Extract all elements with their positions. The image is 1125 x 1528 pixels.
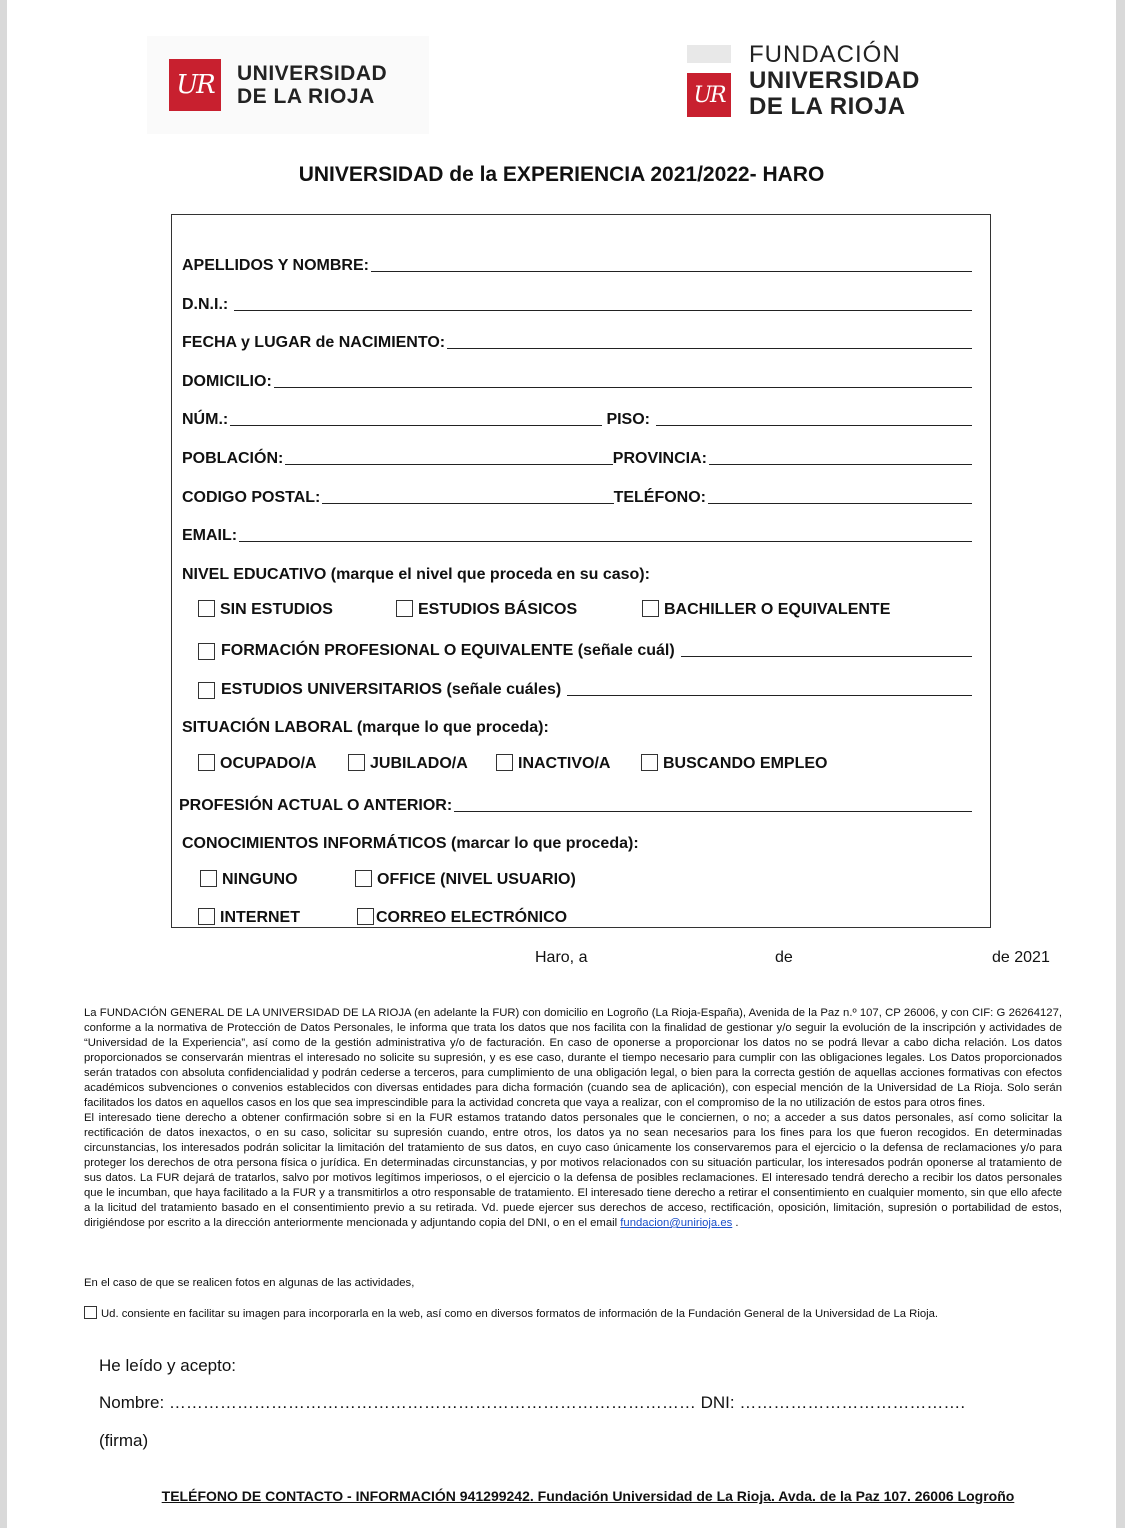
field-label: EMAIL: <box>182 527 238 544</box>
checkbox-sin-estudios[interactable]: SIN ESTUDIOS <box>198 600 333 619</box>
field-label: POBLACIÓN: <box>182 450 284 467</box>
nombre-dni-line[interactable]: Nombre: ………………………………………………………………………………… DNI: …………………………………. <box>99 1393 966 1412</box>
conocimientos-heading: CONOCIMIENTOS INFORMÁTICOS (marcar lo que proceda): <box>182 835 639 852</box>
ur-logo-icon: UR <box>169 59 221 111</box>
checkbox-icon[interactable] <box>200 870 217 887</box>
logo-line: UNIVERSIDAD <box>237 62 388 85</box>
checkbox-icon[interactable] <box>642 600 659 617</box>
privacy-paragraph: La FUNDACIÓN GENERAL DE LA UNIVERSIDAD DE LA RIOJA (en adelante la FUR) con domicilio en Logroño (La Rioja-España), Avenida de la Paz n.º 107, CP 26006, y con CIF: G 26264127, conforme a la normativa de Protección de Datos Personales, le informa que trata los datos que nos facilita con la finalidad de gestionar y/o seguir la evolución de la inscripción y actividades de “Universidad de la Experiencia”, así como de la gestión administrativa y/o de facturación. En caso de oponerse a proporcionar los datos no se podrá llevar a cabo dicha relación. Los datos proporcionados se conservarán mientras el interesado no solicite su supresión, y es ese caso, durante el tiempo necesario para cumplir con las obligaciones legales. Los Datos proporcionados serán tratados con absoluta confidencialidad y podrán cederse a terceros, para cumplimiento de una obligación legal, o bien para la correcta gestión de aquellas acciones formativas con efectos académicos subvenciones o convenios establecidos con diversas entidades para dicha formación (cuando sea de aplicación), con especial mención de la Universidad de La Rioja. Solo serán facilitados los datos en aquellos casos en los que sea imprescindible para la actividad concreta que vaya a realizar, con el compromiso de la no utilización de estos para otros fines. <box>84 1007 1062 1109</box>
logo-line: DE LA RIOJA <box>749 93 906 120</box>
checkbox-icon[interactable] <box>84 1306 97 1319</box>
field-label: FECHA y LUGAR de NACIMIENTO: <box>182 334 446 351</box>
field-label: APELLIDOS Y NOMBRE: <box>182 257 369 274</box>
field-label: CODIGO POSTAL: <box>182 489 321 506</box>
registration-form <box>171 214 991 928</box>
checkbox-icon[interactable] <box>198 600 215 617</box>
field-label: PISO: <box>606 411 650 428</box>
field-poblacion-provincia[interactable] <box>182 446 972 468</box>
field-label: DOMICILIO: <box>182 373 272 390</box>
num-line[interactable] <box>230 425 602 426</box>
field-label: PROVINCIA: <box>612 450 707 467</box>
field-dni[interactable] <box>182 292 972 314</box>
field-apellidos[interactable] <box>182 253 972 275</box>
photos-notice: En el caso de que se realicen fotos en algunas de las actividades, <box>84 1277 415 1289</box>
field-num-piso[interactable] <box>182 407 972 429</box>
logo-bar <box>687 45 731 63</box>
fundacion-logo <box>687 42 920 120</box>
checkbox-internet[interactable]: INTERNET <box>198 908 300 927</box>
poblacion-line[interactable] <box>285 464 612 465</box>
date-year: de 2021 <box>992 949 1050 966</box>
field-cp-telefono[interactable] <box>182 485 972 507</box>
cp-line[interactable] <box>322 503 613 504</box>
field-label: D.N.I.: <box>182 296 229 313</box>
checkbox-icon[interactable] <box>641 754 658 771</box>
logo-line: DE LA RIOJA <box>237 85 375 108</box>
checkbox-icon[interactable] <box>198 754 215 771</box>
logo-line: FUNDACIÓN <box>749 41 901 68</box>
accept-label: He leído y acepto: <box>99 1356 237 1375</box>
privacy-paragraph: El interesado tiene derecho a obtener confirmación sobre si en la FUR estamos tratando datos personales que le conciernen, o no; a acceder a sus datos personales, así como solicitar la rectificación de datos inexactos, o en su caso, solicitar su supresión cuando, entre otros, los datos ya no sean necesarios para los fines para los que fueron recogidos. En determinadas circunstancias, los interesados podrán solicitar la limitación del tratamiento de sus datos, en cuyo caso únicamente los conservaremos para el ejercicio o la defensa de reclamaciones y/o para proteger los derechos de otra persona física o jurídica. En determinadas circunstancias, y por motivos relacionados con su situación particular, los interesados podrán oponerse al tratamiento de sus datos. La FUR dejará de tratarlos, salvo por motivos legítimos imperiosos, o el ejercicio o la defensa de posibles reclamaciones. El interesado tendrá derecho a recibir los datos personales que le incumban, que haya facilitado a la FUR y a transmitirlos a otro responsable de tratamiento. El interesado tiene derecho a retirar el consentimiento en cualquier momento, sin que ello afecte a la licitud del tratamiento basado en el consentimiento previo a su retirada. Vd. puede ejercer sus derechos de acceso, rectificación, oposición, limitación, supresión o portabilidad de estos, dirigiéndose por escrito a la dirección anteriormente mencionada y adjuntando copia del DNI, o en el email fundacion@unirioja.es . <box>84 1112 1062 1229</box>
checkbox-icon[interactable] <box>198 682 215 699</box>
checkbox-icon[interactable] <box>198 643 215 660</box>
checkbox-universitarios[interactable]: ESTUDIOS UNIVERSITARIOS (señale cuáles) <box>198 677 972 699</box>
field-label: TELÉFONO: <box>613 489 706 506</box>
nivel-educativo-heading: NIVEL EDUCATIVO (marque el nivel que proceda en su caso): <box>182 566 650 583</box>
piso-line[interactable] <box>656 425 972 426</box>
provincia-line[interactable] <box>709 464 972 465</box>
field-fecha-nacimiento[interactable] <box>182 330 972 352</box>
contact-footer: TELÉFONO DE CONTACTO - INFORMACIÓN 941299242. Fundación Universidad de La Rioja. Avda. de la Paz 107. 26006 Logroño <box>161 1488 1015 1504</box>
logo-line: UNIVERSIDAD <box>749 67 920 94</box>
document-page <box>7 0 1116 1528</box>
checkbox-correo[interactable]: CORREO ELECTRÓNICO <box>357 908 567 927</box>
checkbox-fp[interactable]: FORMACIÓN PROFESIONAL O EQUIVALENTE (señale cuál) <box>198 638 972 660</box>
field-profesion[interactable] <box>179 793 972 815</box>
checkbox-icon[interactable] <box>355 870 372 887</box>
checkbox-bachiller[interactable]: BACHILLER O EQUIVALENTE <box>642 600 890 619</box>
checkbox-estudios-basicos[interactable]: ESTUDIOS BÁSICOS <box>396 600 577 619</box>
field-email[interactable] <box>182 523 972 545</box>
checkbox-ninguno[interactable]: NINGUNO <box>200 870 298 889</box>
univ-line[interactable] <box>567 695 972 696</box>
checkbox-icon[interactable] <box>348 754 365 771</box>
page-title: UNIVERSIDAD de la EXPERIENCIA 2021/2022- HARO <box>298 163 825 186</box>
image-consent[interactable]: Ud. consiente en facilitar su imagen para incorporarla en la web, así como en diversos formatos de información de la Fundación General de la Universidad de La Rioja. <box>84 1306 1062 1322</box>
situacion-laboral-heading: SITUACIÓN LABORAL (marque lo que proceda): <box>182 719 549 736</box>
email-link[interactable]: fundacion@unirioja.es <box>620 1217 733 1229</box>
fp-line[interactable] <box>681 656 972 657</box>
field-label: PROFESIÓN ACTUAL O ANTERIOR: <box>179 797 453 814</box>
checkbox-ocupado[interactable]: OCUPADO/A <box>198 754 317 773</box>
checkbox-icon[interactable] <box>357 908 374 925</box>
firma-label: (firma) <box>99 1431 149 1450</box>
checkbox-jubilado[interactable]: JUBILADO/A <box>348 754 468 773</box>
universidad-logo <box>147 36 429 134</box>
place-haro: Haro, a <box>535 949 588 966</box>
checkbox-inactivo[interactable]: INACTIVO/A <box>496 754 610 773</box>
ur-logo-icon: UR <box>687 73 731 117</box>
field-label: NÚM.: <box>182 411 229 428</box>
checkbox-office[interactable]: OFFICE (NIVEL USUARIO) <box>355 870 576 889</box>
checkbox-icon[interactable] <box>198 908 215 925</box>
checkbox-icon[interactable] <box>396 600 413 617</box>
checkbox-icon[interactable] <box>496 754 513 771</box>
checkbox-buscando-empleo[interactable]: BUSCANDO EMPLEO <box>641 754 827 773</box>
telefono-line[interactable] <box>708 503 972 504</box>
date-de: de <box>775 949 793 966</box>
privacy-notice <box>84 1006 1062 1231</box>
field-domicilio[interactable] <box>182 369 972 391</box>
